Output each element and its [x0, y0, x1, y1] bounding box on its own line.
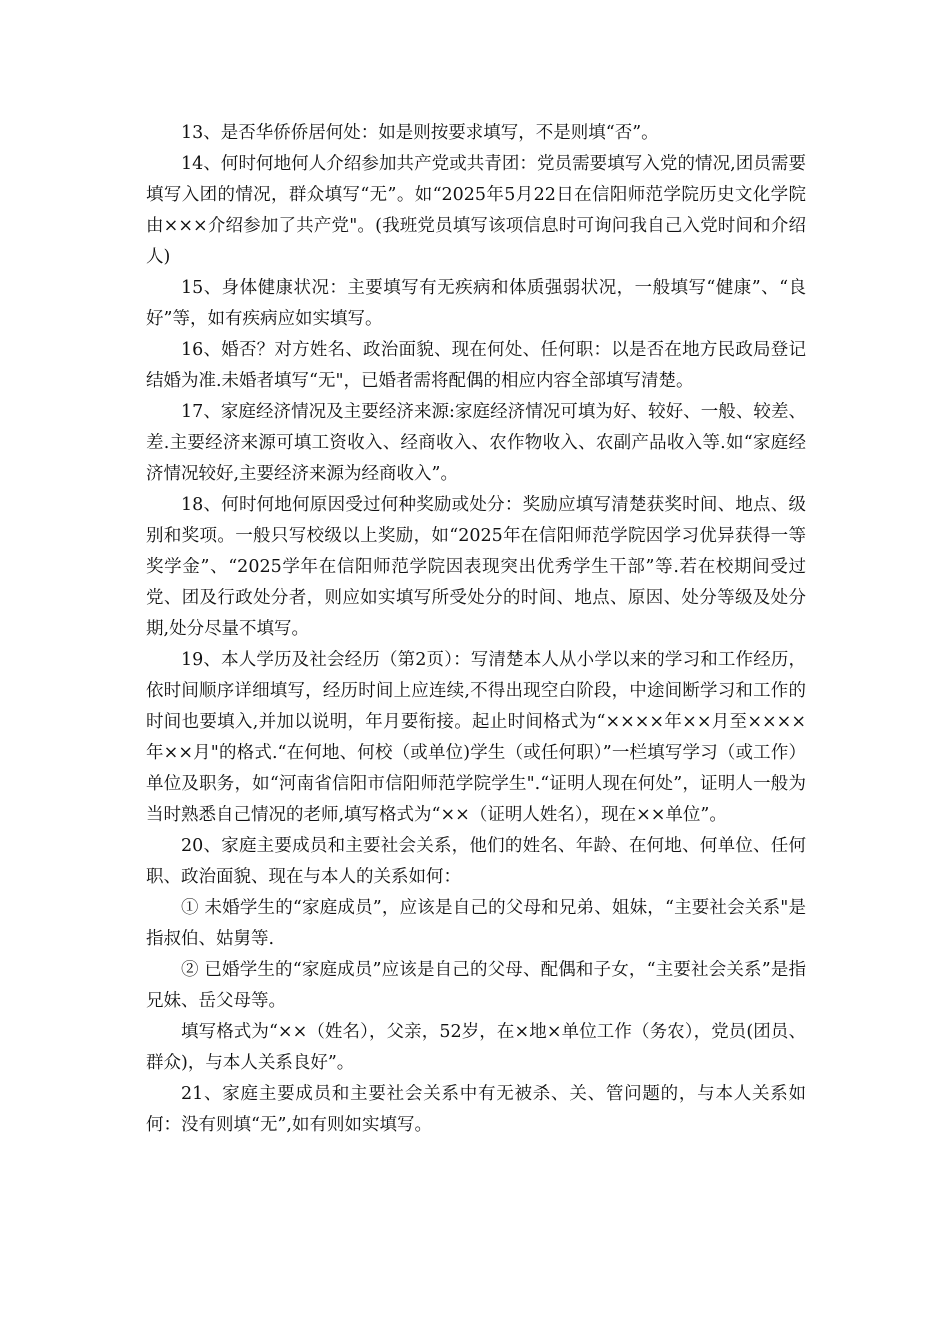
paragraph-20-item-married: ② 已婚学生的“家庭成员”应该是自己的父母、配偶和子女，“主要社会关系”是指兄妹、岳父母等。: [146, 960, 806, 1011]
paragraph-13-overseas-chinese: 13、是否华侨侨居何处：如是则按要求填写，不是则填“否”。: [181, 123, 659, 143]
paragraph-18-awards-penalties: 18、何时何地何原因受过何种奖励或处分：奖励应填写清楚获奖时间、地点、级别和奖项。一般只写校级以上奖励，如“2025年在信阳师范学院因学习优异获得一等奖学金”、“2025学年在信阳师范学院因表现突出优秀学生干部”等.若在校期间受过党、团及行政处分者，则应如实填写所受处分的时间、地点、原因、处分等级及处分期,处分尽量不填写。: [146, 495, 806, 639]
paragraph-20-family-members: 20、家庭主要成员和主要社会关系，他们的姓名、年龄、在何地、何单位、任何职、政治面貌、现在与本人的关系如何：: [146, 836, 806, 887]
paragraph-21-family-issues: 21、家庭主要成员和主要社会关系中有无被杀、关、管问题的，与本人关系如何：没有则填“无”,如有则如实填写。: [146, 1084, 806, 1135]
paragraph-20-format: 填写格式为“××（姓名），父亲，52岁，在×地×单位工作（务农），党员(团员、群众)，与本人关系良好”。: [146, 1022, 806, 1073]
paragraph-14-party-membership: 14、何时何地何人介绍参加共产党或共青团：党员需要填写入党的情况,团员需要填写入团的情况，群众填写“无”。如“2025年5月22日在信阳师范学院历史文化学院由×××介绍参加了共产党"。(我班党员填写该项信息时可询问我自己入党时间和介绍人): [146, 154, 806, 267]
paragraph-15-health-status: 15、身体健康状况：主要填写有无疾病和体质强弱状况，一般填写“健康”、“良好”等，如有疾病应如实填写。: [146, 278, 806, 329]
paragraph-16-marital-status: 16、婚否？对方姓名、政治面貌、现在何处、任何职：以是否在地方民政局登记结婚为准.未婚者填写“无"，已婚者需将配偶的相应内容全部填写清楚。: [146, 340, 806, 391]
paragraph-20-item-unmarried: ① 未婚学生的“家庭成员”，应该是自己的父母和兄弟、姐妹，“主要社会关系"是指叔伯、姑舅等.: [146, 898, 806, 949]
document-body: [146, 118, 806, 1141]
paragraph-19-education-experience: 19、本人学历及社会经历（第2页）：写清楚本人从小学以来的学习和工作经历，依时间顺序详细填写，经历时间上应连续,不得出现空白阶段，中途间断学习和工作的时间也要填入,并加以说明，年月要衔接。起止时间格式为“××××年××月至××××年××月"的格式.“在何地、何校（或单位)学生（或任何职）”一栏填写学习（或工作）单位及职务，如“河南省信阳市信阳师范学院学生".“证明人现在何处”，证明人一般为当时熟悉自己情况的老师,填写格式为“××（证明人姓名），现在××单位”。: [146, 650, 806, 825]
paragraph-17-family-economy: 17、家庭经济情况及主要经济来源:家庭经济情况可填为好、较好、一般、较差、差.主要经济来源可填工资收入、经商收入、农作物收入、农副产品收入等.如“家庭经济情况较好,主要经济来源为经商收入”。: [146, 402, 806, 484]
